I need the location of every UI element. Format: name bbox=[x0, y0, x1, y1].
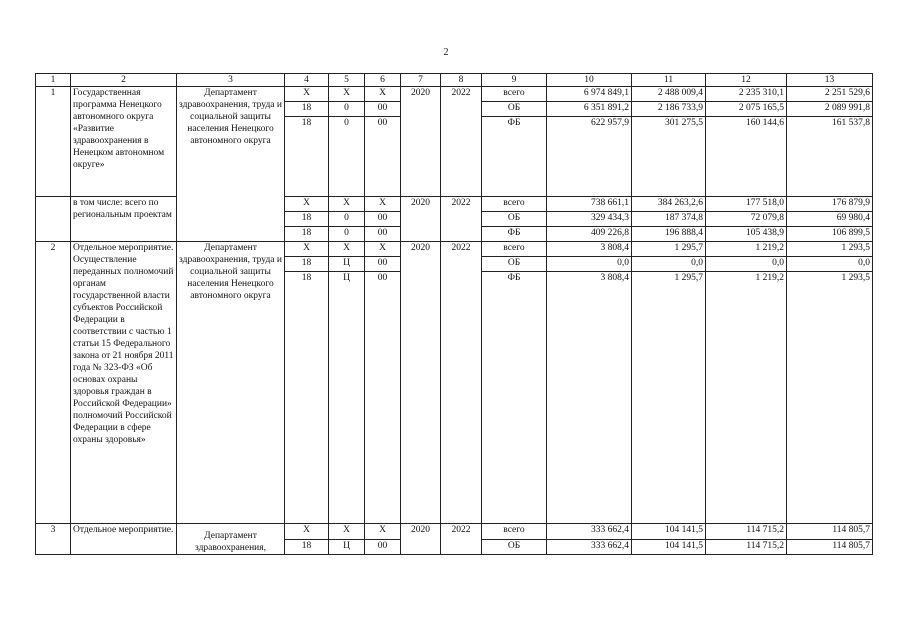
amount-cell: 106 899,5 bbox=[787, 227, 873, 242]
code-cell: Ц bbox=[329, 272, 365, 524]
amount-cell: 0,0 bbox=[547, 257, 632, 272]
amount-cell: 409 226,8 bbox=[547, 227, 632, 242]
code-cell: 18 bbox=[285, 272, 329, 524]
table-row bbox=[36, 242, 873, 257]
header-cell: 12 bbox=[706, 74, 787, 87]
row-number: 1 bbox=[36, 87, 71, 197]
code-cell: Х bbox=[285, 524, 329, 540]
start-year: 2020 bbox=[401, 197, 441, 242]
code-cell: 18 bbox=[285, 227, 329, 242]
funding-type: всего bbox=[482, 242, 547, 257]
amount-cell: 104 141,5 bbox=[632, 524, 706, 540]
header-cell: 1 bbox=[36, 74, 71, 87]
amount-cell: 177 518,0 bbox=[706, 197, 787, 212]
code-cell: 00 bbox=[365, 227, 401, 242]
amount-cell: 114 805,7 bbox=[787, 540, 873, 555]
amount-cell: 0,0 bbox=[787, 257, 873, 272]
header-cell: 13 bbox=[787, 74, 873, 87]
amount-cell: 6 351 891,2 bbox=[547, 102, 632, 117]
code-cell: Х bbox=[285, 242, 329, 257]
amount-cell: 196 888,4 bbox=[632, 227, 706, 242]
amount-cell: 1 293,5 bbox=[787, 242, 873, 257]
code-cell: Х bbox=[365, 242, 401, 257]
code-cell: Х bbox=[329, 242, 365, 257]
amount-cell: 114 805,7 bbox=[787, 524, 873, 540]
header-cell: 7 bbox=[401, 74, 441, 87]
amount-cell: 2 089 991,8 bbox=[787, 102, 873, 117]
code-cell: Х bbox=[365, 524, 401, 540]
amount-cell: 384 263,2,6 bbox=[632, 197, 706, 212]
row-number: 2 bbox=[36, 242, 71, 524]
funding-type: ОБ bbox=[482, 257, 547, 272]
code-cell: 00 bbox=[365, 102, 401, 117]
header-row bbox=[36, 74, 873, 87]
start-year: 2020 bbox=[401, 87, 441, 197]
code-cell: 00 bbox=[365, 272, 401, 524]
program-name: Отдельное мероприятие. bbox=[71, 524, 177, 555]
row-number-empty bbox=[36, 197, 71, 242]
program-name: Государственная программа Ненецкого автономного округа «Развитие здравоохранения в Ненецком автономном округе» bbox=[71, 87, 177, 197]
amount-cell: 333 662,4 bbox=[547, 540, 632, 555]
amount-cell: 333 662,4 bbox=[547, 524, 632, 540]
header-cell: 4 bbox=[285, 74, 329, 87]
amount-cell: 1 295,7 bbox=[632, 242, 706, 257]
code-cell: 0 bbox=[329, 117, 365, 197]
code-cell: 00 bbox=[365, 117, 401, 197]
funding-type: ФБ bbox=[482, 227, 547, 242]
end-year: 2022 bbox=[441, 197, 482, 242]
amount-cell: 104 141,5 bbox=[632, 540, 706, 555]
amount-cell: 1 293,5 bbox=[787, 272, 873, 524]
code-cell: 00 bbox=[365, 212, 401, 227]
row-number: 3 bbox=[36, 524, 71, 555]
code-cell: 00 bbox=[365, 257, 401, 272]
amount-cell: 0,0 bbox=[706, 257, 787, 272]
end-year: 2022 bbox=[441, 242, 482, 524]
budget-table bbox=[35, 73, 873, 555]
code-cell: Х bbox=[285, 197, 329, 212]
start-year: 2020 bbox=[401, 242, 441, 524]
header-cell: 3 bbox=[177, 74, 285, 87]
funding-type: ФБ bbox=[482, 117, 547, 197]
start-year: 2020 bbox=[401, 524, 441, 555]
amount-cell: 105 438,9 bbox=[706, 227, 787, 242]
department: Департамент здравоохранения, труда и социальной защиты населения Ненецкого автономного округа bbox=[177, 242, 285, 524]
code-cell: 18 bbox=[285, 117, 329, 197]
funding-type: всего bbox=[482, 87, 547, 102]
amount-cell: 69 980,4 bbox=[787, 212, 873, 227]
code-cell: 0 bbox=[329, 212, 365, 227]
amount-cell: 2 488 009,4 bbox=[632, 87, 706, 102]
amount-cell: 176 879,9 bbox=[787, 197, 873, 212]
amount-cell: 1 295,7 bbox=[632, 272, 706, 524]
table-row bbox=[36, 524, 873, 540]
funding-type: ОБ bbox=[482, 540, 547, 555]
header-cell: 9 bbox=[482, 74, 547, 87]
end-year: 2022 bbox=[441, 87, 482, 197]
department: Департамент здравоохранения, труда и социальной защиты населения Ненецкого автономного округа bbox=[177, 87, 285, 242]
code-cell: Х bbox=[329, 524, 365, 540]
department: Департамент здравоохранения, bbox=[177, 524, 285, 555]
code-cell: 18 bbox=[285, 102, 329, 117]
amount-cell: 161 537,8 bbox=[787, 117, 873, 197]
header-cell: 6 bbox=[365, 74, 401, 87]
amount-cell: 3 808,4 bbox=[547, 272, 632, 524]
code-cell: 00 bbox=[365, 540, 401, 555]
amount-cell: 72 079,8 bbox=[706, 212, 787, 227]
page-number: 2 bbox=[443, 47, 449, 58]
code-cell: Ц bbox=[329, 540, 365, 555]
header-cell: 10 bbox=[547, 74, 632, 87]
code-cell: 0 bbox=[329, 227, 365, 242]
code-cell: Х bbox=[329, 87, 365, 102]
funding-type: всего bbox=[482, 197, 547, 212]
amount-cell: 2 235 310,1 bbox=[706, 87, 787, 102]
header-cell: 8 bbox=[441, 74, 482, 87]
amount-cell: 1 219,2 bbox=[706, 242, 787, 257]
amount-cell: 2 251 529,6 bbox=[787, 87, 873, 102]
code-cell: Х bbox=[365, 197, 401, 212]
code-cell: Ц bbox=[329, 257, 365, 272]
amount-cell: 2 075 165,5 bbox=[706, 102, 787, 117]
funding-type: всего bbox=[482, 524, 547, 540]
code-cell: 18 bbox=[285, 540, 329, 555]
funding-type: ОБ bbox=[482, 102, 547, 117]
amount-cell: 329 434,3 bbox=[547, 212, 632, 227]
header-cell: 11 bbox=[632, 74, 706, 87]
amount-cell: 160 144,6 bbox=[706, 117, 787, 197]
funding-type: ОБ bbox=[482, 212, 547, 227]
amount-cell: 6 974 849,1 bbox=[547, 87, 632, 102]
amount-cell: 1 219,2 bbox=[706, 272, 787, 524]
program-name: Отдельное мероприятие. Осуществление переданных полномочий органам государственной власти субъектов Российской Федерации в соответствии с частью 1 статьи 15 Федерального закона от 21 ноября 2011 года № 323-ФЗ «Об основах охраны здоровья граждан в Российской Федерации» полномочий Российской Федерации в сфере охраны здоровья» bbox=[71, 242, 177, 524]
code-cell: Х bbox=[365, 87, 401, 102]
amount-cell: 114 715,2 bbox=[706, 540, 787, 555]
amount-cell: 738 661,1 bbox=[547, 197, 632, 212]
code-cell: 18 bbox=[285, 257, 329, 272]
subtotal-name: в том числе: всего по региональным проектам bbox=[71, 197, 177, 242]
header-cell: 2 bbox=[71, 74, 177, 87]
code-cell: 0 bbox=[329, 102, 365, 117]
amount-cell: 622 957,9 bbox=[547, 117, 632, 197]
amount-cell: 301 275,5 bbox=[632, 117, 706, 197]
code-cell: 18 bbox=[285, 212, 329, 227]
amount-cell: 114 715,2 bbox=[706, 524, 787, 540]
funding-type: ФБ bbox=[482, 272, 547, 524]
code-cell: Х bbox=[329, 197, 365, 212]
header-cell: 5 bbox=[329, 74, 365, 87]
table-row bbox=[36, 197, 873, 212]
amount-cell: 187 374,8 bbox=[632, 212, 706, 227]
amount-cell: 0,0 bbox=[632, 257, 706, 272]
end-year: 2022 bbox=[441, 524, 482, 555]
amount-cell: 2 186 733,9 bbox=[632, 102, 706, 117]
table-row bbox=[36, 87, 873, 102]
code-cell: Х bbox=[285, 87, 329, 102]
amount-cell: 3 808,4 bbox=[547, 242, 632, 257]
